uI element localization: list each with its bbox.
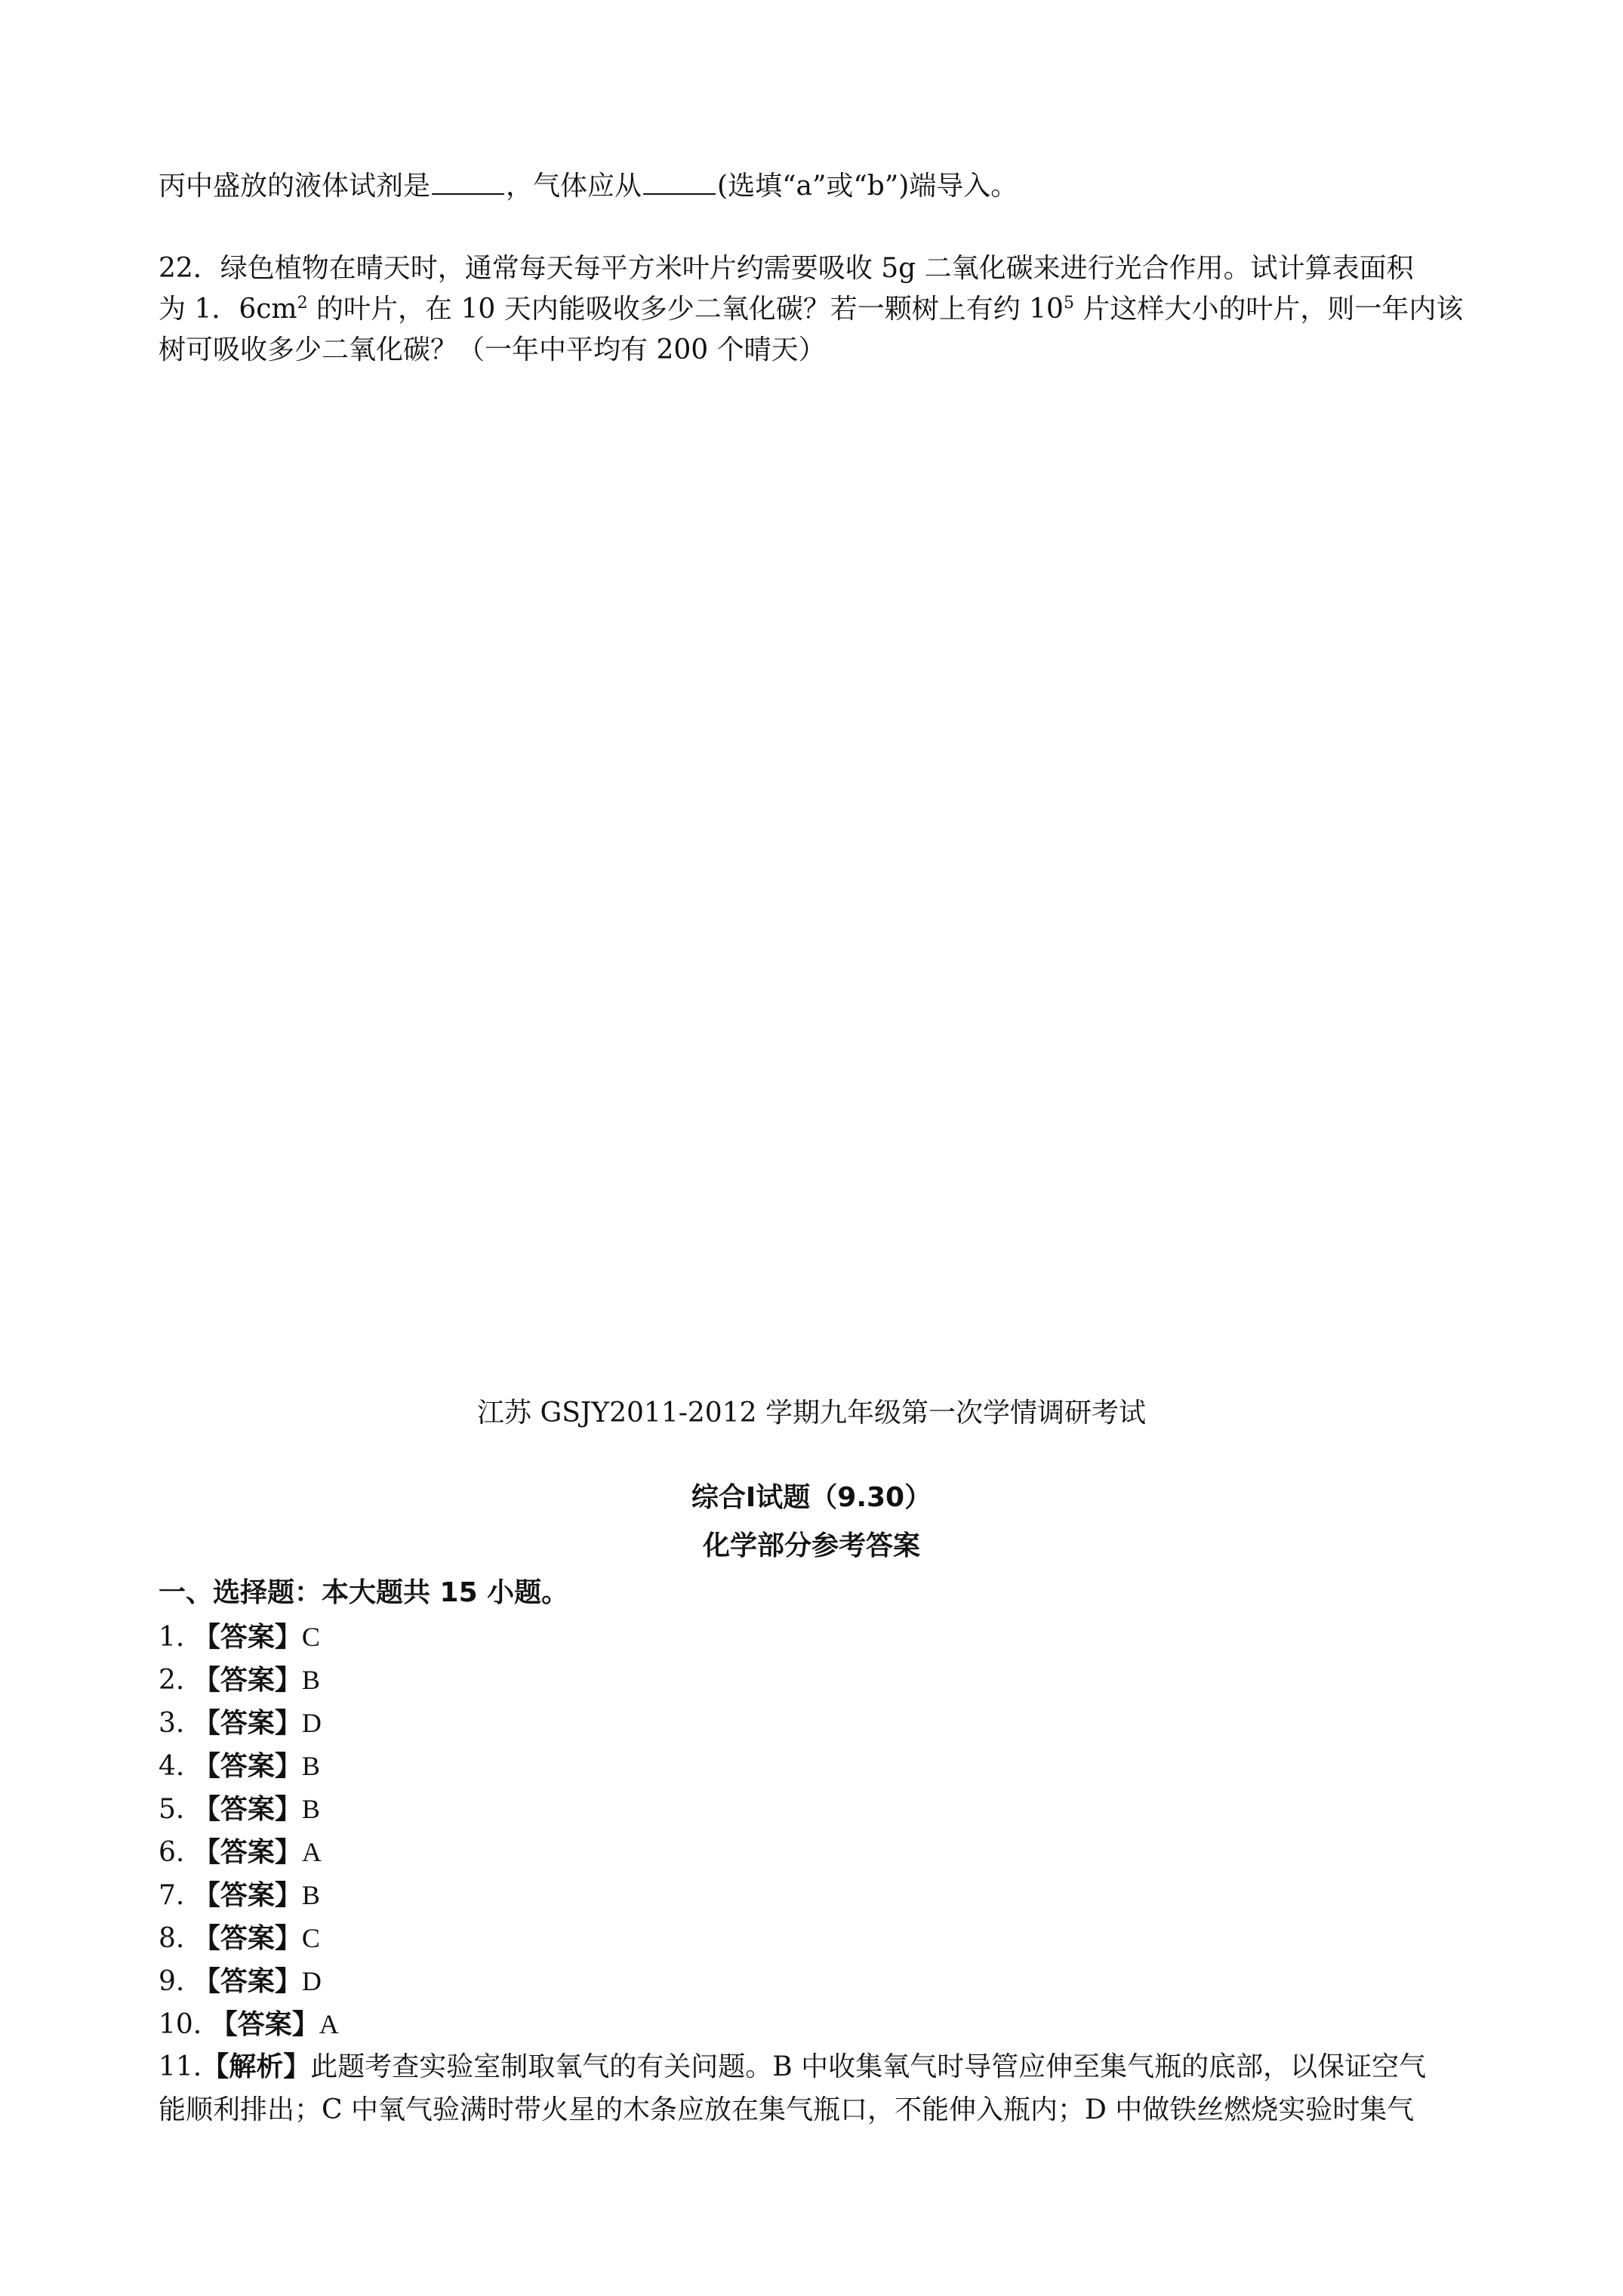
answer-item-4 bbox=[159, 1748, 320, 1785]
q11-line-1 bbox=[159, 2049, 1426, 2085]
answer-item-5 bbox=[159, 1791, 320, 1828]
answer-value: B bbox=[301, 1880, 320, 1910]
q21-tail-line bbox=[159, 168, 1018, 205]
q11-line-2 bbox=[159, 2092, 1414, 2128]
answer-value: A bbox=[301, 1837, 322, 1867]
q22-text-3: 树可吸收多少二氧化碳？（一年中平均有 200 个晴天） bbox=[159, 334, 826, 365]
answer-tag: 【答案】 bbox=[192, 1708, 302, 1739]
q22-text-2b: 的叶片，在 10 天内能吸收多少二氧化碳？若一颗树上有约 10 bbox=[307, 294, 1064, 325]
q22-superscript-1: 2 bbox=[297, 294, 308, 313]
section-one-heading: 一、选择题：本大题共 15 小题。 bbox=[159, 1577, 569, 1608]
answer-item-8 bbox=[159, 1920, 320, 1957]
q22-line-1 bbox=[159, 251, 1414, 287]
answer-value: D bbox=[301, 1708, 322, 1738]
exam-subtitle: 综合Ⅰ试题（9.30） bbox=[691, 1482, 932, 1513]
q21-text-2: ，气体应从 bbox=[506, 171, 642, 202]
answer-tag: 【答案】 bbox=[192, 1923, 302, 1954]
answer-tag: 【答案】 bbox=[192, 1622, 302, 1653]
answer-tag: 【答案】 bbox=[192, 1837, 302, 1868]
answer-value: C bbox=[301, 1622, 320, 1652]
answer-number: 2. bbox=[159, 1665, 185, 1696]
q11-text-2: 能顺利排出；C 中氧气验满时带火星的木条应放在集气瓶口，不能伸入瓶内；D 中做铁丝燃烧实验时集气 bbox=[159, 2094, 1415, 2125]
answer-number: 10. bbox=[159, 2009, 202, 2040]
exam-title: 江苏 GSJY2011-2012 学期九年级第一次学情调研考试 bbox=[477, 1398, 1146, 1428]
answer-number: 4. bbox=[159, 1751, 185, 1782]
answer-item-2 bbox=[159, 1662, 320, 1699]
answer-number: 9. bbox=[159, 1966, 185, 1997]
q21-blank-2 bbox=[643, 168, 716, 195]
answer-value: D bbox=[301, 1966, 322, 1996]
answer-tag: 【答案】 bbox=[192, 1751, 302, 1782]
answer-value: B bbox=[301, 1665, 320, 1695]
answer-number: 5. bbox=[159, 1794, 185, 1825]
answer-section-title: 化学部分参考答案 bbox=[702, 1530, 920, 1561]
q22-line-3 bbox=[159, 332, 826, 368]
answer-value: B bbox=[301, 1794, 320, 1824]
q22-text-1: 22．绿色植物在晴天时，通常每天每平方米叶片约需要吸收 5g 二氧化碳来进行光合作用。试计算表面积 bbox=[159, 253, 1414, 284]
answer-tag: 【答案】 bbox=[192, 1794, 302, 1825]
answer-value: A bbox=[319, 2009, 339, 2039]
q22-text-2a: 为 1．6cm bbox=[159, 294, 297, 325]
answer-item-6 bbox=[159, 1834, 322, 1871]
q22-line-2 bbox=[159, 291, 1463, 328]
answer-item-9 bbox=[159, 1963, 322, 2000]
answer-tag: 【答案】 bbox=[192, 1665, 302, 1696]
answer-item-7 bbox=[159, 1877, 320, 1914]
answer-number: 1. bbox=[159, 1622, 185, 1653]
q11-number: 11. bbox=[159, 2051, 202, 2082]
answer-tag: 【答案】 bbox=[192, 1966, 302, 1997]
q21-text-3: (选填“a”或“b”)端导入。 bbox=[717, 171, 1018, 202]
answer-number: 3. bbox=[159, 1708, 185, 1739]
answer-item-10 bbox=[159, 2006, 339, 2043]
answer-item-1 bbox=[159, 1619, 320, 1656]
answer-tag: 【答案】 bbox=[210, 2009, 319, 2040]
answer-value: C bbox=[301, 1923, 320, 1953]
answer-number: 6. bbox=[159, 1837, 185, 1868]
answer-number: 7. bbox=[159, 1880, 185, 1911]
q22-text-2c: 片这样大小的叶片，则一年内该 bbox=[1073, 294, 1464, 325]
q22-superscript-2: 5 bbox=[1063, 294, 1074, 313]
answer-value: B bbox=[301, 1751, 320, 1781]
q11-text-1: 此题考查实验室制取氧气的有关问题。B 中收集氧气时导管应伸至集气瓶的底部，以保证空气 bbox=[310, 2051, 1427, 2082]
q11-tag: 【解析】 bbox=[202, 2051, 311, 2082]
q21-text-1: 丙中盛放的液体试剂是 bbox=[159, 171, 431, 202]
answer-tag: 【答案】 bbox=[192, 1880, 302, 1911]
answer-item-3 bbox=[159, 1705, 322, 1742]
answer-number: 8. bbox=[159, 1923, 185, 1954]
q21-blank-1 bbox=[432, 168, 504, 195]
